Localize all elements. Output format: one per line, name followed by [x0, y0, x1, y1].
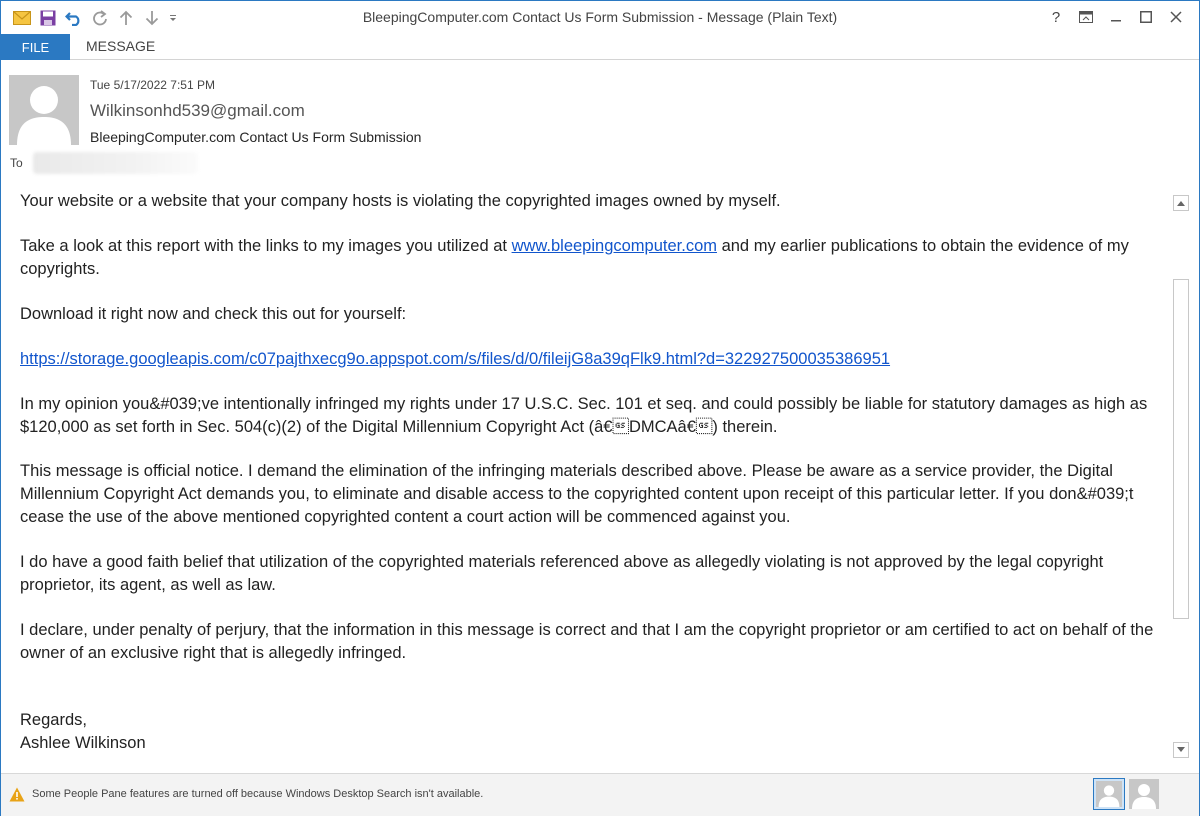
- tab-message[interactable]: MESSAGE: [86, 38, 156, 54]
- chevron-down-icon: [1177, 747, 1185, 753]
- tab-file[interactable]: FILE: [1, 34, 70, 60]
- chevron-up-icon: [1177, 200, 1185, 206]
- people-pane-button[interactable]: [1129, 779, 1159, 809]
- body-paragraph: [20, 348, 1165, 371]
- download-link[interactable]: https://storage.googleapis.com/c07pajthxecg9o.appspot.com/s/files/d/0/fileijG8a39qFlk9.html?d=322927500035386951: [20, 350, 891, 368]
- ribbon-display-icon[interactable]: [1071, 5, 1101, 29]
- people-pane-button[interactable]: [1094, 779, 1124, 809]
- title-bar: [1, 1, 1199, 34]
- sender-address[interactable]: Wilkinsonhd539@gmail.com: [90, 101, 305, 120]
- body-paragraph: Your website or a website that your company hosts is violating the copyrighted images owned by myself.: [20, 192, 781, 210]
- recipient-redacted: [33, 152, 198, 174]
- minimize-icon[interactable]: [1101, 5, 1131, 29]
- scroll-down-button[interactable]: [1173, 742, 1189, 758]
- body-paragraph: I declare, under penalty of perjury, that the information in this message is correct and that I am the copyright proprietor or am certified to act on behalf of the owner of an exclusive right that is allegedly infringed.: [20, 621, 1154, 662]
- website-link[interactable]: www.bleepingcomputer.com: [511, 237, 717, 255]
- signature-line: Ashlee Wilkinson: [20, 734, 146, 752]
- sender-avatar[interactable]: [9, 75, 79, 145]
- body-paragraph: In my opinion you&#039;ve intentionally infringed my rights under 17 U.S.C. Sec. 101 et seq. and could possibly be liable for statutory damages as high as $120,000 as set forth in Sec. 504(c)(2) of the Digital Millennium Copyright Act (â€ DMCAâ€ ) therein.: [20, 395, 1148, 436]
- message-body: [1, 181, 1167, 773]
- status-bar: [1, 773, 1199, 816]
- person-icon: [1129, 779, 1159, 809]
- regards-line: Regards,: [20, 711, 87, 729]
- warning-icon: [9, 787, 25, 807]
- vertical-scrollbar[interactable]: [1171, 191, 1191, 763]
- scroll-thumb[interactable]: [1173, 279, 1189, 619]
- person-icon: [1096, 781, 1122, 807]
- window-controls: [1041, 5, 1191, 29]
- ribbon-tabs: [1, 34, 1199, 60]
- to-label: To: [10, 156, 23, 170]
- body-paragraph: I do have a good faith belief that utilization of the copyrighted materials referenced above as allegedly violating is not approved by the legal copyright proprietor, its agent, as well as law.: [20, 553, 1104, 594]
- close-icon[interactable]: [1161, 5, 1191, 29]
- scroll-up-button[interactable]: [1173, 195, 1189, 211]
- maximize-icon[interactable]: [1131, 5, 1161, 29]
- window-title: BleepingComputer.com Contact Us Form Submission - Message (Plain Text): [362, 9, 838, 25]
- message-subject: BleepingComputer.com Contact Us Form Submission: [90, 129, 422, 145]
- person-icon: [9, 75, 79, 145]
- body-paragraph: Take a look at this report with the links to my images you utilized at www.bleepingcomputer.com and my earlier publications to obtain the evidence of my copyrights.: [20, 237, 1129, 278]
- help-icon[interactable]: ?: [1051, 8, 1061, 26]
- body-paragraph: This message is official notice. I demand the elimination of the infringing materials described above. Please be aware as a service provider, the Digital Millennium Copyright Act demands you, to eliminate and disable access to the copyrighted content upon receipt of this particular letter. If you don&#039;t cease the use of the above mentioned copyrighted content a court action will be commenced against you.: [20, 462, 1134, 526]
- body-paragraph: Download it right now and check this out for yourself:: [20, 305, 407, 323]
- message-date: Tue 5/17/2022 7:51 PM: [90, 78, 215, 92]
- status-message: Some People Pane features are turned off because Windows Desktop Search isn't available.: [32, 788, 484, 800]
